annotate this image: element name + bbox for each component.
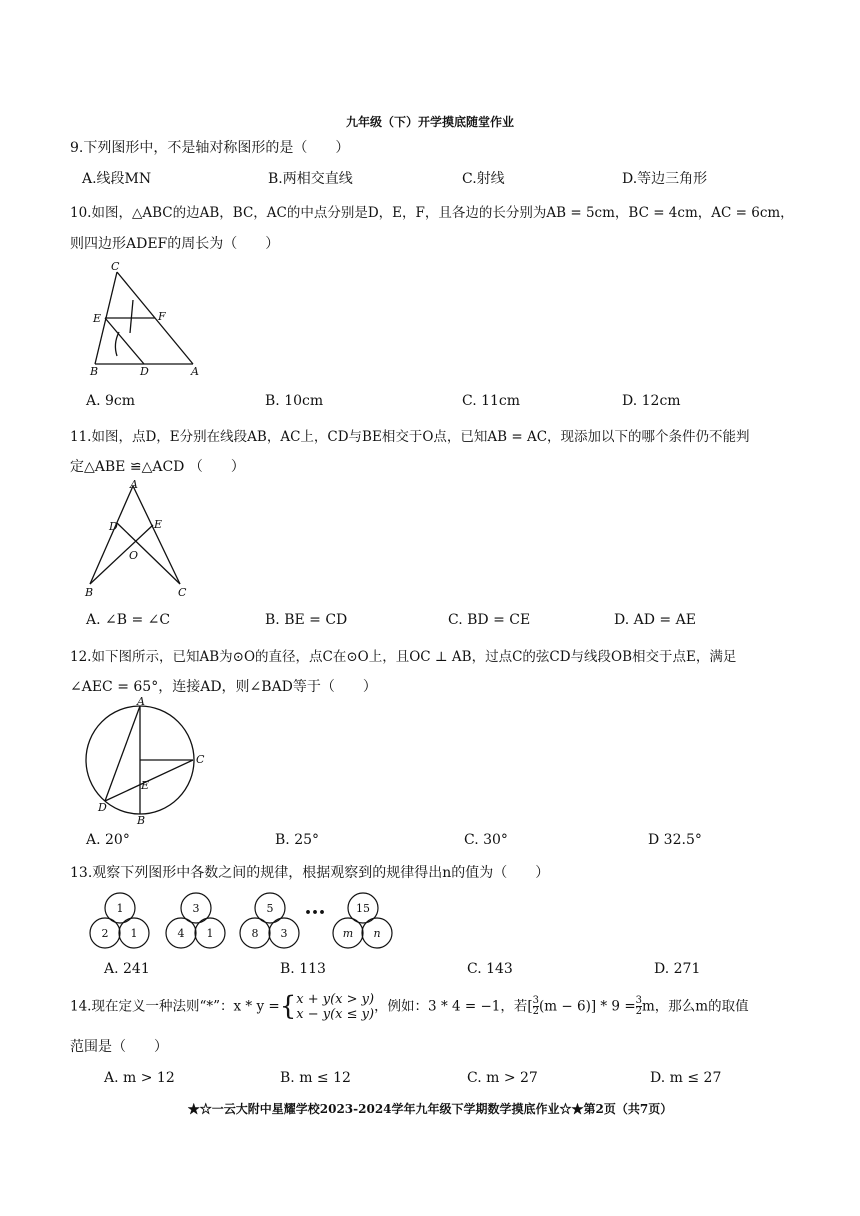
question-12-stem-line1: 12.如下图所示，已知AB为⊙O的直径，点C在⊙O上，且OC ⊥ AB，过点C的弦CD与线段OB相交于点E，满足 [70,649,737,665]
page-header: 九年级（下）开学摸底随堂作业 [345,115,514,129]
q13-g4-left: m [342,927,354,940]
q14-fraction-2: $\frac{3}{2}$ [635,995,642,1017]
q13-option-d: D. 271 [654,961,701,977]
q12-option-b: B. 25° [275,832,320,848]
question-9-stem: 9.下列图形中，不是轴对称图形的是（ ） [70,140,350,156]
q13-option-a: A. 241 [104,961,150,977]
q14-case-1: x + y(x > y) [296,991,375,1007]
q9-option-b: B.两相交直线 [268,171,353,187]
page-footer: ★☆一云大附中星耀学校2023-2024学年九年级下学期数学摸底作业☆★第2页（共7页） [187,1102,673,1116]
q12-label-e: E [141,779,150,792]
q13-g2-top: 3 [192,902,200,915]
q10-label-a: A [191,365,199,378]
q11-option-a: A. ∠B = ∠C [86,612,171,628]
question-14-stem-line1: 14.现在定义一种法则“*”：x * y ={x + y(x > y) x − y(x ≤ y)，例如：3 * 4 = −1，若[ $\frac{3}{2}$ (m − 6)] * 9 = $\frac{3}{2}$ m，那么m的取值 [70,991,749,1022]
q10-label-e: E [93,312,102,325]
q11-label-b: B [85,586,94,599]
question-11-stem-line2: 定△ABE ≌△ACD （ ） [70,459,245,475]
q14-option-b: B. m ≤ 12 [280,1070,351,1086]
question-10-stem-line1: 10.如图，△ABC的边AB，BC，AC的中点分别是D，E，F，且各边的长分别为AB = 5cm，BC = 4cm，AC = 6cm， [70,205,794,221]
question-11-stem-line1: 11.如图，点D，E分别在线段AB，AC上，CD与BE相交于O点，已知AB = AC，现添加以下的哪个条件仍不能判 [70,429,750,445]
q10-label-d: D [140,365,149,378]
q11-label-a: A [130,478,138,491]
q13-option-b: B. 113 [280,961,326,977]
q13-g1-top: 1 [116,902,124,915]
q10-option-d: D. 12cm [622,393,681,409]
q14-option-d: D. m ≤ 27 [650,1070,722,1086]
q9-option-a: A.线段MN [82,171,152,187]
question-12-stem-line2: ∠AEC = 65°，连接AD，则∠BAD等于（ ） [70,679,377,695]
q9-option-c: C.射线 [462,171,505,187]
q12-option-c: C. 30° [464,832,508,848]
q11-label-o: O [129,549,139,562]
q11-label-d: D [109,520,118,533]
q14-stem-c: (m − 6)] * 9 = [539,998,636,1015]
q13-g1-right: 1 [130,927,138,940]
q10-option-c: C. 11cm [462,393,521,409]
q13-g4-top: 15 [356,902,370,915]
question-14-stem-line2: 范围是（ ） [70,1039,168,1055]
q13-g2-left: 4 [177,927,185,940]
q10-triangle-figure [85,258,210,378]
q12-label-c: C [196,753,205,766]
q11-label-e: E [154,518,163,531]
q12-option-a: A. 20° [86,832,130,848]
q13-g1-left: 2 [101,927,109,940]
q14-piecewise [296,992,374,1022]
q13-circle-pattern-figure [85,890,405,955]
q13-g4-right: n [373,927,381,940]
q11-option-b: B. BE = CD [265,612,348,628]
q14-fraction-1: $\frac{3}{2}$ [532,995,540,1017]
q12-circle-figure [85,695,215,825]
q14-stem-a: 14.现在定义一种法则“*”：x * y = [70,998,280,1015]
q14-stem-d: m，那么m的取值 [642,998,749,1015]
q10-option-b: B. 10cm [265,393,324,409]
q11-triangle-figure [80,480,200,600]
q11-option-d: D. AD = AE [614,612,696,628]
q10-label-b: B [90,365,99,378]
q13-g2-right: 1 [206,927,214,940]
q14-option-c: C. m > 27 [467,1070,538,1086]
q11-option-c: C. BD = CE [448,612,531,628]
q12-label-d: D [98,801,107,814]
q12-label-a: A [137,695,145,708]
q12-label-b: B [137,814,146,827]
q13-g3-right: 3 [280,927,288,940]
q14-stem-b: ，例如：3 * 4 = −1，若[ [374,998,533,1015]
question-10-stem-line2: 则四边形ADEF的周长为（ ） [70,236,280,252]
question-13-stem: 13.观察下列图形中各数之间的规律，根据观察到的规律得出n的值为（ ） [70,865,550,881]
q14-case-2: x − y(x ≤ y) [296,1006,375,1022]
q14-option-a: A. m > 12 [104,1070,175,1086]
q9-option-d: D.等边三角形 [622,171,708,187]
q10-option-a: A. 9cm [86,393,136,409]
q13-option-c: C. 143 [467,961,513,977]
q10-label-f: F [158,310,166,323]
q11-label-c: C [178,586,187,599]
q10-label-c: C [111,260,120,273]
q12-option-d: D 32.5° [648,832,702,848]
q13-g3-left: 8 [251,927,259,940]
q13-ellipsis: ••• [304,906,326,919]
q13-g3-top: 5 [266,902,274,915]
